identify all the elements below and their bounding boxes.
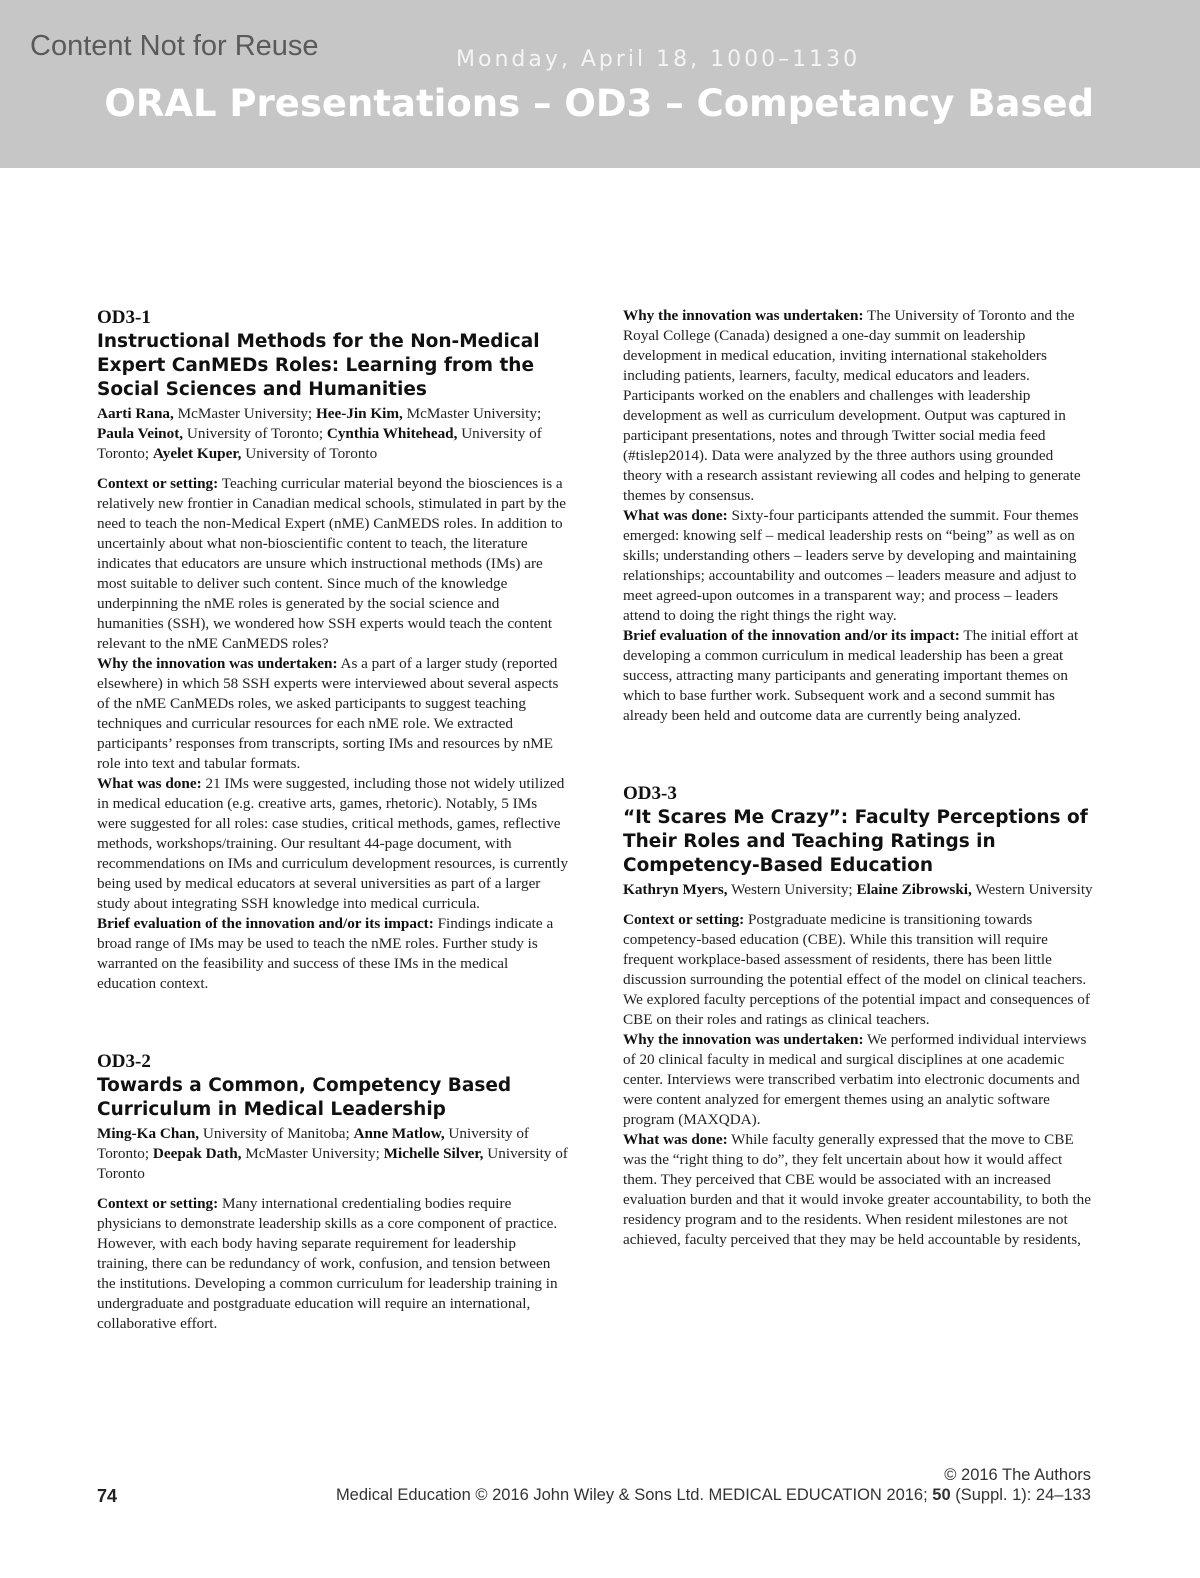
evaluation-paragraph: Brief evaluation of the innovation and/or its impact: Findings indicate a broad range of IMs may be used to teach the nME roles. Further study is warranted on the feasibility and success of these IMs in the medical education context. bbox=[97, 915, 554, 992]
page-number: 74 bbox=[97, 1486, 118, 1506]
abstract-title: Towards a Common, Competency Based Curriculum in Medical Leadership bbox=[97, 1075, 512, 1120]
abstract-title: Instructional Methods for the Non-Medical Expert CanMEDs Roles: Learning from the Social Sciences and Humanities bbox=[97, 331, 540, 400]
watermark-text: Content Not for Reuse bbox=[30, 30, 319, 62]
why-paragraph: Why the innovation was undertaken: We performed individual interviews of 20 clinical faculty in medical and surgical disciplines at one academic center. Interviews were transcribed verbatim into electronic documents and were content analyzed for emergent themes using an analytic software program (MAXQDA). bbox=[623, 1031, 1087, 1128]
abstract-authors: Ming-Ka Chan, University of Manitoba; Anne Matlow, University of Toronto; Deepak Dath, McMaster University; Michelle Silver, University of Toronto bbox=[97, 1125, 568, 1182]
why-paragraph: Why the innovation was undertaken: The University of Toronto and the Royal College (Canada) designed a one-day summit on leadership development in medical education, inviting international stakeholders including patients, learners, faculty, medical educators and leaders. Participants worked on the enablers and challenges with leadership development as well as curriculum development. Output was captured in participant presentations, notes and through Twitter social media feed (#tislep2014). Data were analyzed by the three authors using grounded theory with a research assistant reviewing all codes and helping to generate themes by consensus. bbox=[623, 307, 1081, 504]
journal-citation: Medical Education © 2016 John Wiley & Sons Ltd. MEDICAL EDUCATION 2016; 50 (Suppl. 1): 24–133 bbox=[335, 1486, 1091, 1504]
context-paragraph: Context or setting: Postgraduate medicine is transitioning towards competency-based education (CBE). While this transition will require frequent workplace-based assessment of residents, there has been little discussion surrounding the potential effect of the model on clinical teachers. We explored faculty perceptions of the potential impact and consequences of CBE on their roles and ratings as clinical teachers. bbox=[623, 911, 1090, 1028]
abstract-id: OD3-3 bbox=[623, 783, 677, 804]
done-paragraph: What was done: Sixty-four participants attended the summit. Four themes emerged: knowing self – medical leadership rests on “being” as well as on skills; understanding others – leaders serve by developing and maintaining relationships; accountability and outcomes – leaders measure and adjust to meet agreed-upon outcomes in a transparent way; and process – leaders attend to doing the right things the right way. bbox=[623, 507, 1079, 624]
abstract-authors: Kathryn Myers, Western University; Elaine Zibrowski, Western University bbox=[623, 881, 1093, 898]
page-header bbox=[0, 0, 1200, 168]
page-footer bbox=[0, 1460, 1200, 1520]
why-paragraph: Why the innovation was undertaken: As a part of a larger study (reported elsewhere) in which 58 SSH experts were interviewed about several aspects of the nME CanMEDs roles, we asked participants to suggest teaching techniques and curricular resources for each nME role. We extracted participants’ responses from transcripts, sorting IMs and resources by nME role into text and tabular formats. bbox=[97, 655, 559, 772]
context-paragraph: Context or setting: Teaching curricular material beyond the biosciences is a relatively new frontier in Canadian medical schools, stimulated in part by the need to teach the non-Medical Expert (nME) CanMEDS roles. In addition to uncertainly about what non-bioscientific content to teach, the literature indicates that educators are unsure which instructional methods (IMs) are most suitable to deliver such content. Since much of the knowledge underpinning the nME roles is generated by the social science and humanities (SSH), we wondered how SSH experts would teach the content relevant to the nME CanMEDS roles? bbox=[97, 475, 566, 652]
section-title: ORAL Presentations – OD3 – Competancy Based bbox=[104, 82, 1094, 125]
abstract-id: OD3-1 bbox=[97, 307, 151, 328]
abstract-title: “It Scares Me Crazy”: Faculty Perceptions of Their Roles and Teaching Ratings in Competency-Based Education bbox=[623, 807, 1088, 876]
done-paragraph: What was done: While faculty generally expressed that the move to CBE was the “right thing to do”, they felt uncertain about how it would affect them. They perceived that CBE would be associated with an increased evaluation burden and that it would invoke greater accountability, to both the residency program and to the residents. When resident milestones are not achieved, faculty perceived that they may be held accountable by residents, bbox=[623, 1131, 1092, 1248]
context-paragraph: Context or setting: Many international credentialing bodies require physicians to demonstrate leadership skills as a core component of practice. However, with each body having separate requirement for leadership training, there can be redundancy of work, confusion, and tension between the institutions. Developing a common curriculum for leadership training in undergraduate and postgraduate education will require an international, collaborative effort. bbox=[97, 1195, 558, 1332]
left-column bbox=[97, 306, 569, 1334]
session-date: Monday, April 18, 1000–1130 bbox=[456, 47, 861, 72]
abstract-id: OD3-2 bbox=[97, 1051, 151, 1072]
copyright-authors: © 2016 The Authors bbox=[944, 1466, 1091, 1484]
done-paragraph: What was done: 21 IMs were suggested, including those not widely utilized in medical education (e.g. creative arts, games, rhetoric). Notably, 5 IMs were suggested for all roles: case studies, critical methods, games, reflective methods, workshops/training. Our resultant 44-page document, with recommendations on IMs and curriculum development resources, is currently being used by medical educators at several universities as part of a larger study about integrating SSH knowledge into medical curricula. bbox=[97, 775, 569, 912]
right-column bbox=[623, 306, 1093, 1250]
abstract-authors: Aarti Rana, McMaster University; Hee-Jin Kim, McMaster University; Paula Veinot, University of Toronto; Cynthia Whitehead, University of Toronto; Ayelet Kuper, University of Toronto bbox=[97, 405, 542, 462]
evaluation-paragraph: Brief evaluation of the innovation and/or its impact: The initial effort at developing a common curriculum in medical leadership has been a great success, attracting many participants and generating important themes on which to base further work. Subsequent work and a second summit has already been held and outcome data are currently being analyzed. bbox=[623, 627, 1079, 724]
